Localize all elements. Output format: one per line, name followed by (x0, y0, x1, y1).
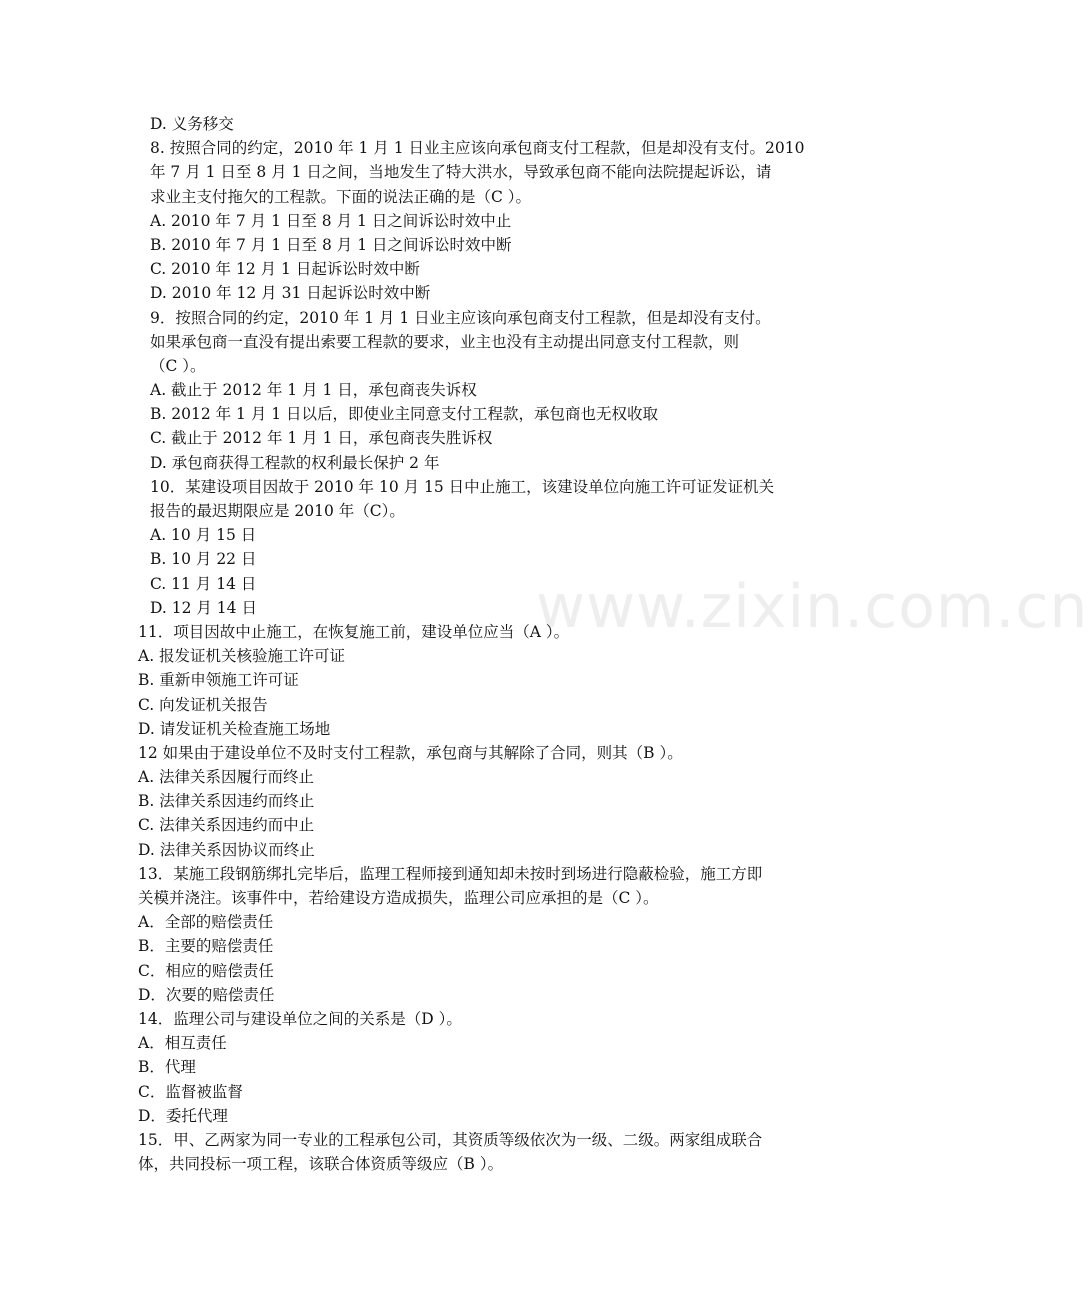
document-line: A. 10 月 15 日 (150, 526, 257, 545)
document-line: 报告的最迟期限应是 2010 年（C）。 (150, 502, 405, 520)
document-line: A．相互责任 (138, 1034, 227, 1053)
document-line: C. 向发证机关报告 (138, 695, 268, 714)
document-line: 10．某建设项目因故于 2010 年 10 月 15 日中止施工，该建设单位向施工许可证发证机关 (150, 477, 775, 496)
document-line: D．次要的赔偿责任 (138, 985, 275, 1004)
document-line: D. 12 月 14 日 (150, 598, 257, 617)
watermark: www.zixin.com.cn (536, 572, 1088, 642)
document-line: 年 7 月 1 日至 8 月 1 日之间，当地发生了特大洪水，导致承包商不能向法院提起诉讼，请 (150, 163, 772, 182)
document-line: C. 11 月 14 日 (150, 574, 257, 593)
document-line: B. 2012 年 1 月 1 日以后，即使业主同意支付工程款，承包商也无权收取 (150, 405, 659, 424)
document-line: 14．监理公司与建设单位之间的关系是（D ）。 (138, 1009, 462, 1028)
document-line: 8. 按照合同的约定，2010 年 1 月 1 日业主应该向承包商支付工程款，但是却没有支付。2010 (150, 139, 805, 158)
document-line: B. 法律关系因违约而终止 (138, 792, 315, 811)
document-line: B. 2010 年 7 月 1 日至 8 月 1 日之间诉讼时效中断 (150, 235, 512, 254)
document-line: 11．项目因故中止施工，在恢复施工前，建设单位应当（A ）。 (138, 622, 570, 641)
document-line: 12 如果由于建设单位不及时支付工程款，承包商与其解除了合同，则其（B ）。 (138, 743, 683, 762)
document-line: C．监督被监督 (138, 1082, 243, 1101)
document-line: D. 承包商获得工程款的权利最长保护 2 年 (150, 453, 440, 472)
document-line: C. 法律关系因违约而中止 (138, 816, 315, 835)
document-line: A．全部的赔偿责任 (138, 913, 274, 932)
document-line: D．委托代理 (138, 1106, 228, 1125)
document-line: 求业主支付拖欠的工程款。下面的说法正确的是（C ）。 (150, 187, 532, 206)
document-line: D. 义务移交 (150, 115, 234, 133)
document-line: B．主要的赔偿责任 (138, 937, 274, 956)
document-line: D. 请发证机关检查施工场地 (138, 719, 331, 738)
document-line: D. 法律关系因协议而终止 (138, 840, 315, 859)
document-line: C．相应的赔偿责任 (138, 961, 274, 980)
document-line: （C ）。 (150, 356, 206, 375)
document-line: B. 重新申领施工许可证 (138, 671, 299, 690)
document-line: 如果承包商一直没有提出索要工程款的要求，业主也没有主动提出同意支付工程款，则 (150, 332, 740, 351)
document-line: D. 2010 年 12 月 31 日起诉讼时效中断 (150, 284, 431, 303)
document-line: 体，共同投标一项工程，该联合体资质等级应（B ）。 (138, 1155, 504, 1174)
document-line: 关模并浇注。该事件中，若给建设方造成损失，监理公司应承担的是（C ）。 (138, 889, 659, 907)
document-line: A. 报发证机关核验施工许可证 (138, 647, 346, 666)
document-line: B．代理 (138, 1058, 196, 1077)
document-line: C. 截止于 2012 年 1 月 1 日，承包商丧失胜诉权 (150, 429, 493, 448)
document-line: B. 10 月 22 日 (150, 550, 257, 569)
document-line: C. 2010 年 12 月 1 日起诉讼时效中断 (150, 260, 420, 279)
document-line: A. 2010 年 7 月 1 日至 8 月 1 日之间诉讼时效中止 (150, 211, 512, 230)
document-body (138, 112, 805, 1176)
document-line: A. 截止于 2012 年 1 月 1 日，承包商丧失诉权 (150, 381, 477, 400)
document-line: A. 法律关系因履行而终止 (138, 768, 315, 787)
document-line: 9．按照合同的约定，2010 年 1 月 1 日业主应该向承包商支付工程款，但是却没有支付。 (150, 308, 771, 327)
document-line: 13．某施工段钢筋绑扎完毕后，监理工程师接到通知却未按时到场进行隐蔽检验，施工方即 (138, 864, 763, 883)
document-line: 15．甲、乙两家为同一专业的工程承包公司，其资质等级依次为一级、二级。两家组成联合 (138, 1130, 763, 1149)
